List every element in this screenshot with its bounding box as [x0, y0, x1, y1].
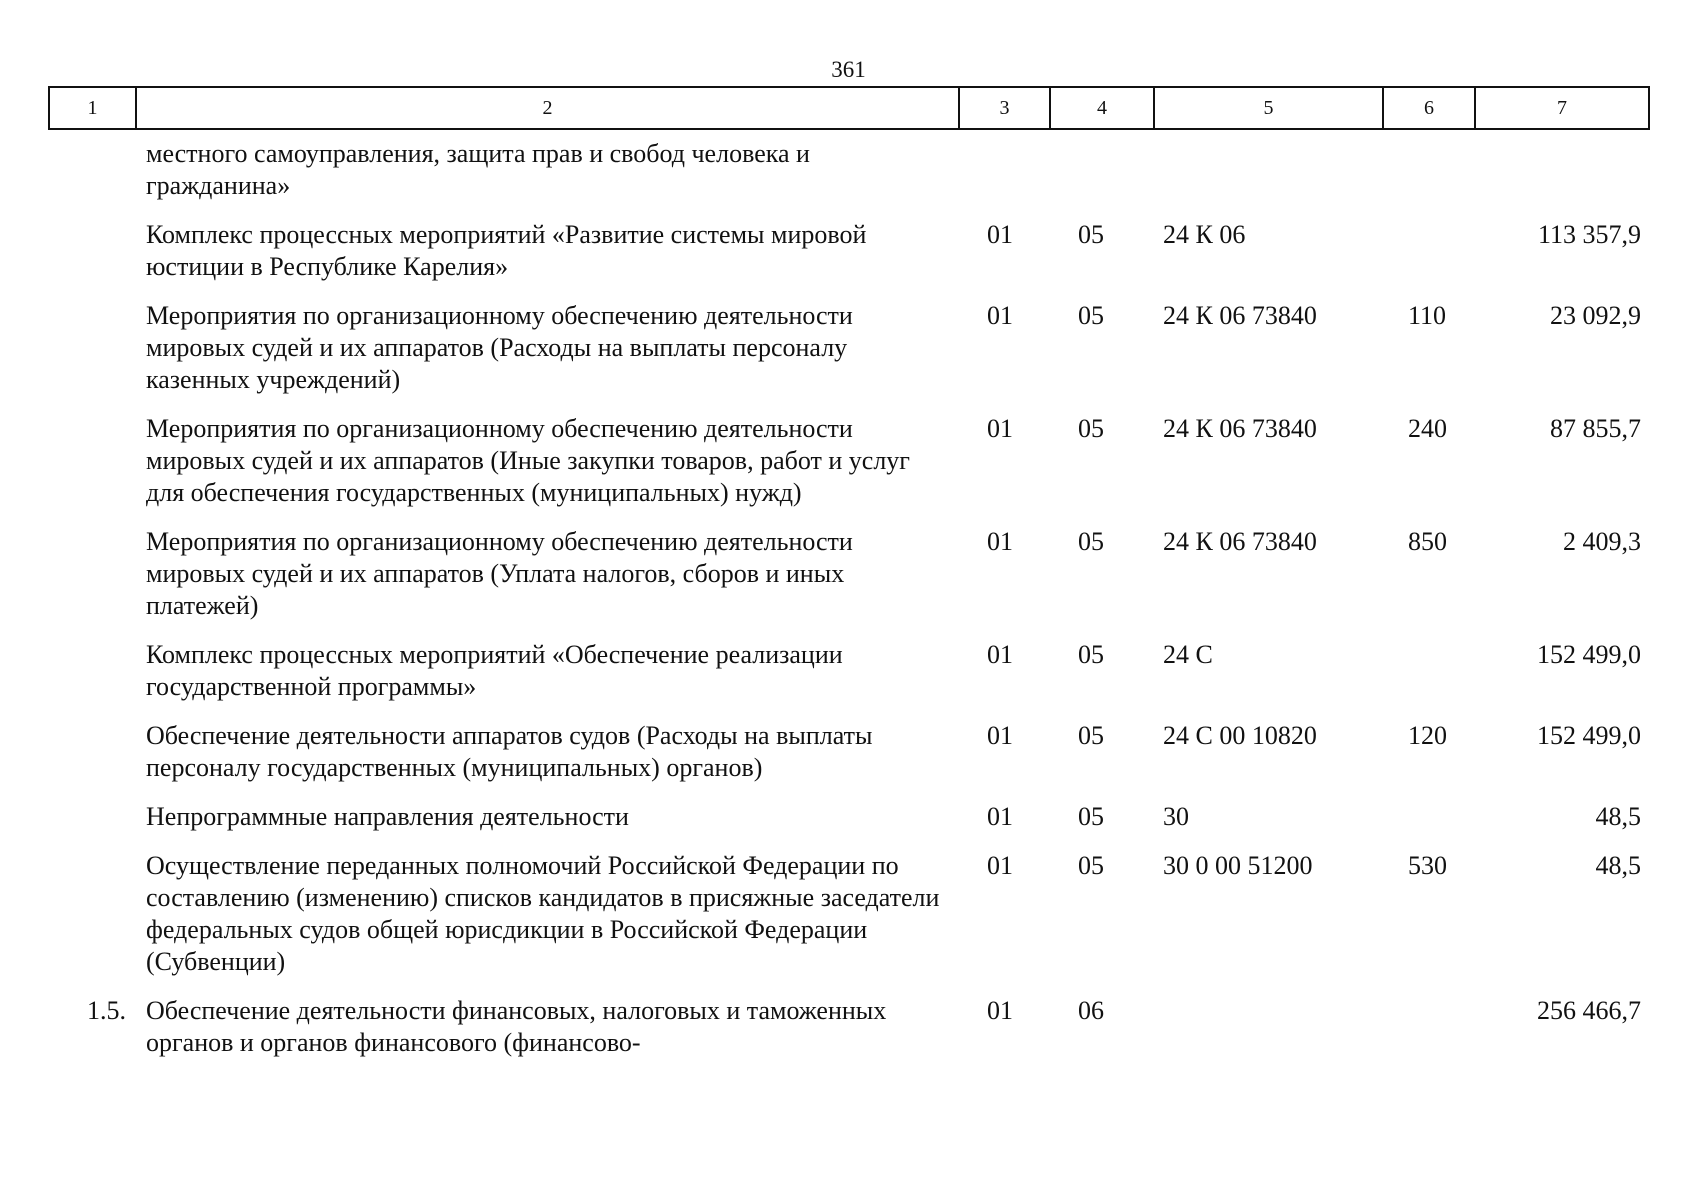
- row-subsection: 05: [1078, 851, 1104, 880]
- row-name: Обеспечение деятельности аппаратов судов (Расходы на выплаты персоналу государственных (муниципальных) органов): [146, 721, 873, 782]
- row-name: Мероприятия по организационному обеспечению деятельности мировых судей и их аппаратов (Иные закупки товаров, работ и услуг для обеспечения государственных (муниципальных) нужд): [146, 414, 910, 507]
- row-section: 01: [987, 640, 1013, 669]
- row-target-article: [1154, 129, 1383, 219]
- table-row: [49, 801, 1649, 850]
- table-row: [49, 129, 1649, 219]
- row-section: 01: [987, 851, 1013, 880]
- row-subsection: 05: [1078, 721, 1104, 750]
- row-amount: 256 466,7: [1537, 996, 1641, 1025]
- row-expense-type: [1383, 995, 1475, 1076]
- row-subsection: 06: [1078, 996, 1104, 1025]
- header-col-6: 6: [1383, 87, 1475, 129]
- table-body: [49, 129, 1649, 1076]
- row-expense-type: [1383, 639, 1475, 720]
- row-subsection: 05: [1078, 220, 1104, 249]
- row-name: местного самоуправления, защита прав и свобод человека и гражданина»: [146, 139, 810, 200]
- row-amount: 152 499,0: [1537, 721, 1641, 750]
- row-number: [49, 413, 136, 526]
- row-target-article: 24 С 00 10820: [1163, 721, 1317, 750]
- row-target-article: 24 С: [1163, 640, 1213, 669]
- row-number: 1.5.: [87, 996, 126, 1025]
- header-col-4: 4: [1050, 87, 1154, 129]
- row-section: 01: [987, 721, 1013, 750]
- table-row: [49, 219, 1649, 300]
- table-row: [49, 995, 1649, 1076]
- row-expense-type: [1383, 129, 1475, 219]
- header-col-1: 1: [49, 87, 136, 129]
- row-name: Комплекс процессных мероприятий «Развитие системы мировой юстиции в Республике Карелия»: [146, 220, 867, 281]
- row-expense-type: 120: [1408, 721, 1447, 750]
- row-amount: [1475, 129, 1649, 219]
- table-row: [49, 850, 1649, 995]
- row-section: 01: [987, 527, 1013, 556]
- row-subsection: 05: [1078, 301, 1104, 330]
- row-amount: 87 855,7: [1550, 414, 1641, 443]
- row-target-article: [1154, 995, 1383, 1076]
- row-number: [49, 801, 136, 850]
- row-number: [49, 300, 136, 413]
- row-subsection: [1050, 129, 1154, 219]
- row-section: 01: [987, 301, 1013, 330]
- row-subsection: 05: [1078, 414, 1104, 443]
- page-number: 361: [831, 57, 866, 82]
- row-amount: 2 409,3: [1563, 527, 1641, 556]
- budget-table: [48, 86, 1650, 1076]
- row-section: [959, 129, 1050, 219]
- table-row: [49, 300, 1649, 413]
- header-col-3: 3: [959, 87, 1050, 129]
- row-section: 01: [987, 414, 1013, 443]
- header-col-7: 7: [1475, 87, 1649, 129]
- row-number: [49, 720, 136, 801]
- row-name: Осуществление переданных полномочий Российской Федерации по составлению (изменению) списков кандидатов в присяжные заседатели федеральных судов общей юрисдикции в Российской Федерации (Субвенции): [146, 851, 940, 976]
- table-row: [49, 639, 1649, 720]
- table-row: [49, 720, 1649, 801]
- row-amount: 48,5: [1595, 802, 1641, 831]
- row-amount: 23 092,9: [1550, 301, 1641, 330]
- row-target-article: 30 0 00 51200: [1163, 851, 1313, 880]
- row-expense-type: 850: [1408, 527, 1447, 556]
- row-expense-type: 240: [1408, 414, 1447, 443]
- row-target-article: 24 К 06 73840: [1163, 414, 1317, 443]
- row-section: 01: [987, 802, 1013, 831]
- row-target-article: 24 К 06 73840: [1163, 301, 1317, 330]
- row-name: Мероприятия по организационному обеспечению деятельности мировых судей и их аппаратов (Расходы на выплаты персоналу казенных учреждений): [146, 301, 853, 394]
- row-target-article: 24 К 06: [1163, 220, 1246, 249]
- row-name: Мероприятия по организационному обеспечению деятельности мировых судей и их аппаратов (Уплата налогов, сборов и иных платежей): [146, 527, 853, 620]
- row-subsection: 05: [1078, 527, 1104, 556]
- row-section: 01: [987, 996, 1013, 1025]
- table-header: [49, 87, 1649, 129]
- header-row: [49, 87, 1649, 129]
- row-section: 01: [987, 220, 1013, 249]
- row-name: Комплекс процессных мероприятий «Обеспечение реализации государственной программы»: [146, 640, 843, 701]
- header-col-5: 5: [1154, 87, 1383, 129]
- row-number: [49, 850, 136, 995]
- row-expense-type: 530: [1408, 851, 1447, 880]
- table-row: [49, 413, 1649, 526]
- table-row: [49, 526, 1649, 639]
- row-name: Обеспечение деятельности финансовых, налоговых и таможенных органов и органов финансового (финансово-: [146, 996, 887, 1057]
- row-subsection: 05: [1078, 640, 1104, 669]
- row-number: [49, 526, 136, 639]
- row-number: [49, 219, 136, 300]
- row-expense-type: [1383, 801, 1475, 850]
- header-col-2: 2: [136, 87, 959, 129]
- row-amount: 152 499,0: [1537, 640, 1641, 669]
- row-target-article: 30: [1163, 802, 1189, 831]
- row-subsection: 05: [1078, 802, 1104, 831]
- row-target-article: 24 К 06 73840: [1163, 527, 1317, 556]
- row-expense-type: [1383, 219, 1475, 300]
- row-number: [49, 129, 136, 219]
- row-amount: 113 357,9: [1537, 220, 1641, 249]
- row-expense-type: 110: [1408, 301, 1447, 330]
- row-number: [49, 639, 136, 720]
- row-name: Непрограммные направления деятельности: [146, 802, 629, 831]
- row-amount: 48,5: [1595, 851, 1641, 880]
